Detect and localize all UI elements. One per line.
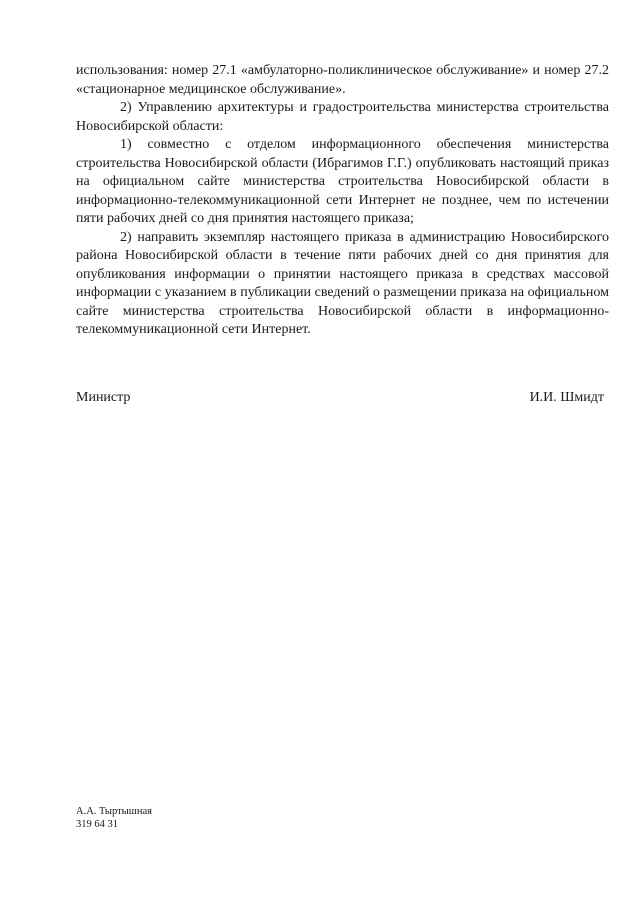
paragraph-item-2: 2) Управлению архитектуры и градостроительства министерства строительства Новосибирской области: — [76, 100, 609, 134]
signatory-position: Министр — [76, 390, 131, 405]
paragraph-subitem-2: 2) направить экземпляр настоящего приказа в администрацию Новосибирского района Новосибирской области в течение пяти рабочих дней со дня принятия для опубликования информации о принятии настоящего приказа в средствах массовой информации с указанием в публикации сведений о размещении приказа на официальном сайте министерства строительства Новосибирской области в информационно-телекоммуникационной сети Интернет. — [76, 229, 609, 337]
signatory-name: И.И. Шмидт — [529, 390, 604, 405]
executor-phone: 319 64 31 — [76, 819, 118, 830]
executor-name: А.А. Тыртышная — [76, 806, 152, 817]
paragraph-continuation: использования: номер 27.1 «амбулаторно-поликлиническое обслуживание» и номер 27.2 «стационарное медицинское обслуживание». — [76, 63, 609, 97]
paragraph-subitem-1: 1) совместно с отделом информационного обеспечения министерства строительства Новосибирской области (Ибрагимов Г.Г.) опубликовать настоящий приказ на официальном сайте министерства строительства Новосибирской области в информационно-телекоммуникационной сети Интернет не позднее, чем по истечении пяти рабочих дней со дня принятия настоящего приказа; — [76, 137, 609, 226]
signature-block — [76, 389, 604, 407]
executor-block — [76, 805, 152, 831]
document-body — [76, 62, 609, 340]
